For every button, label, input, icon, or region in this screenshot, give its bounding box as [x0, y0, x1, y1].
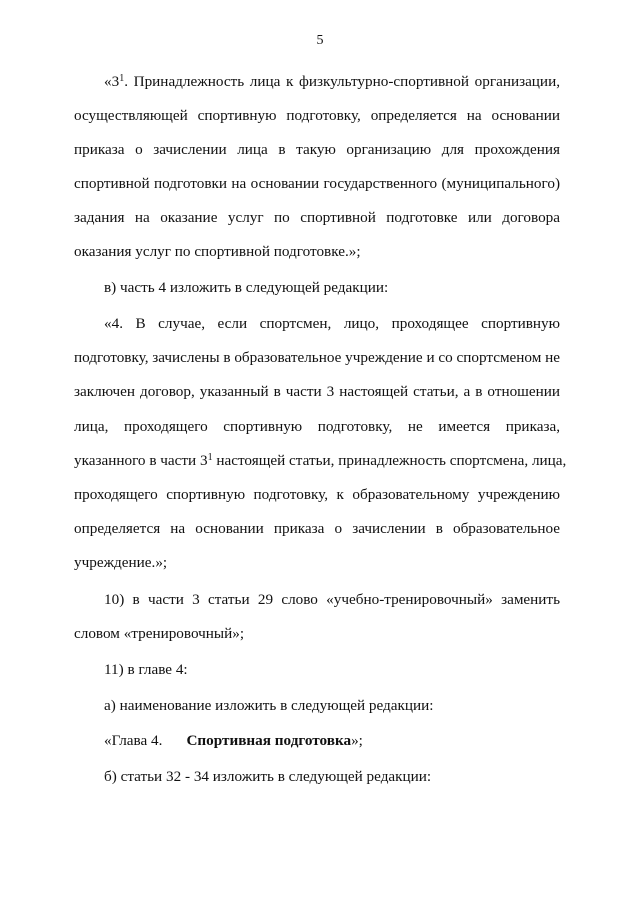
text-fragment: настоящей статьи, принадлежность спортсмена, лица, [212, 452, 567, 469]
text-fragment: »; [351, 732, 363, 749]
paragraph-line: проходящего спортивную подготовку, к образовательному учреждению [74, 486, 560, 503]
paragraph-line: оказания услуг по спортивной подготовке.»; [74, 243, 361, 260]
paragraph-line: лица, проходящего спортивную подготовку, не имеется приказа, [74, 418, 560, 435]
superscript: 1 [119, 73, 125, 84]
paragraph-line: задания на оказание услуг по спортивной подготовке или договора [74, 209, 560, 226]
paragraph-line: 10) в части 3 статьи 29 слово «учебно-тренировочный» заменить [104, 591, 560, 608]
paragraph-line: осуществляющей спортивную подготовку, определяется на основании [74, 107, 560, 124]
paragraph-line: «4. В случае, если спортсмен, лицо, проходящее спортивную [104, 315, 560, 332]
paragraph-line: приказа о зачислении лица в такую организацию для прохождения [74, 141, 560, 158]
text-fragment: «3 [104, 73, 120, 90]
paragraph-line: а) наименование изложить в следующей редакции: [104, 697, 434, 714]
paragraph-line: подготовку, зачислены в образовательное учреждение и со спортсменом не [74, 349, 561, 366]
paragraph-line: заключен договор, указанный в части 3 настоящей статьи, а в отношении [74, 383, 560, 400]
paragraph-line [104, 73, 560, 91]
text-fragment: указанного в части 3 [74, 452, 208, 469]
paragraph-line: в) часть 4 изложить в следующей редакции: [104, 279, 389, 296]
paragraph-line: б) статьи 32 - 34 изложить в следующей редакции: [104, 768, 432, 785]
superscript: 1 [207, 452, 213, 463]
text-fragment: . Принадлежность лица к физкультурно-спортивной организации, [124, 73, 560, 90]
paragraph-line: спортивной подготовки на основании государственного (муниципального) [74, 175, 560, 192]
paragraph-line: 11) в главе 4: [104, 661, 188, 678]
paragraph-line: учреждение.»; [74, 554, 168, 571]
chapter-heading-line [104, 732, 363, 750]
chapter-number: «Глава 4. [104, 732, 163, 749]
page-number: 5 [316, 33, 324, 48]
chapter-title: Спортивная подготовка [186, 732, 352, 749]
paragraph-line: определяется на основании приказа о зачислении в образовательное [74, 520, 560, 537]
paragraph-line: словом «тренировочный»; [74, 625, 245, 642]
paragraph-line [74, 452, 567, 470]
